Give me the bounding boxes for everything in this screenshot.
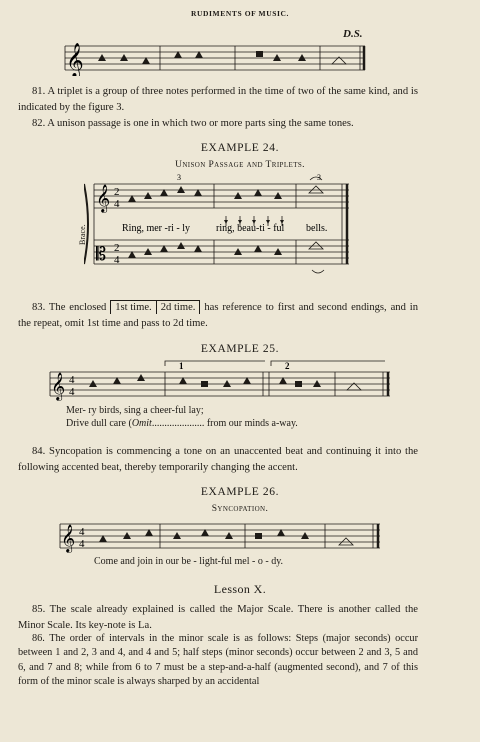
time-sig-top: 2 bbox=[114, 186, 120, 198]
first-time-box: 1st time. bbox=[110, 300, 156, 314]
time-sig-top-lower: 2 bbox=[114, 242, 120, 254]
paragraph-86: 86. The order of intervals in the minor scale is as follows: Steps (major seconds) occur between 1 and 2, 3 and 4, and 4 and 5; half steps (minor seconds) occur between 2 and 3, 5 and 6, and 7 and 8; while from 6 to 7 must be a step-and-a-half (augmented second), and 7 of this form of the minor scale is always sharped by an accidental bbox=[18, 633, 418, 688]
example-26-staff bbox=[55, 516, 385, 556]
example-26-title: EXAMPLE 26. bbox=[200, 486, 280, 498]
lesson-heading: Lesson X. bbox=[213, 582, 267, 596]
paragraph-82: 82. A unison passage is one in which two or more parts sing the same tones. bbox=[32, 118, 354, 129]
brace-label: Brace. bbox=[78, 224, 87, 245]
example-24-subtitle: Unison Passage and Triplets. bbox=[175, 160, 305, 170]
time-sig-top: 4 bbox=[79, 526, 85, 538]
ex24-lyric-part1: Ring, mer -ri - ly bbox=[122, 223, 191, 234]
top-staff bbox=[60, 40, 370, 76]
ex25-lyric-line2: Drive dull care (Omit..................... from our minds a-way. bbox=[66, 418, 298, 429]
time-sig-bottom-lower: 4 bbox=[114, 254, 120, 266]
paragraph-85: 85. The scale already explained is called the Major Scale. There is another called the Minor Scale. Its key-note is La. bbox=[18, 604, 418, 631]
time-sig-bottom: 4 bbox=[114, 198, 120, 210]
treble-clef-icon: 𝄞 bbox=[96, 186, 111, 212]
treble-clef-icon: 𝄞 bbox=[61, 526, 76, 552]
example-24-staff bbox=[84, 170, 354, 280]
paragraph-84: 84. Syncopation is commencing a tone on an unaccented beat and continuing it into the following accented beat, thereby temporarily changing the accent. bbox=[18, 446, 418, 473]
example-25-title: EXAMPLE 25. bbox=[200, 343, 280, 355]
example-26-subtitle: Syncopation. bbox=[211, 504, 269, 514]
ex25-lyric-line1: Mer- ry birds, sing a cheer-ful lay; bbox=[66, 405, 204, 416]
time-sig-bottom: 4 bbox=[79, 538, 85, 550]
ending-2-number: 2 bbox=[285, 361, 290, 371]
treble-clef-icon: 𝄞 bbox=[66, 44, 84, 76]
ex26-lyric: Come and join in our be - light-ful mel - o - dy. bbox=[94, 556, 284, 567]
ex24-lyric-part3: bells. bbox=[306, 223, 328, 234]
treble-clef-icon: 𝄞 bbox=[51, 374, 66, 400]
paragraph-83: 83. The enclosed 1st time. 2d time. has reference to first and second endings, and in the repeat, omit 1st time and pass to 2d time. bbox=[18, 302, 418, 329]
second-time-box: 2d time. bbox=[156, 300, 201, 314]
paragraph-81: 81. A triplet is a group of three notes performed in the time of two of the same kind, and is indicated by the figure 3. bbox=[18, 86, 418, 113]
triplet-number-2: 3 bbox=[317, 173, 321, 182]
example-24-title: EXAMPLE 24. bbox=[200, 142, 280, 154]
running-header: RUDIMENTS OF MUSIC. bbox=[190, 9, 289, 18]
ending-1-number: 1 bbox=[179, 361, 184, 371]
example-25-staff bbox=[45, 358, 395, 406]
ds-marking: D.S. bbox=[343, 28, 363, 40]
triplet-number: 3 bbox=[177, 173, 181, 182]
ex24-lyric-part2: ring, beau-ti - ful bbox=[216, 223, 285, 234]
time-sig-top: 4 bbox=[69, 374, 75, 386]
tenor-clef-icon: 𝄡 bbox=[96, 244, 107, 264]
time-sig-bottom: 4 bbox=[69, 386, 75, 398]
